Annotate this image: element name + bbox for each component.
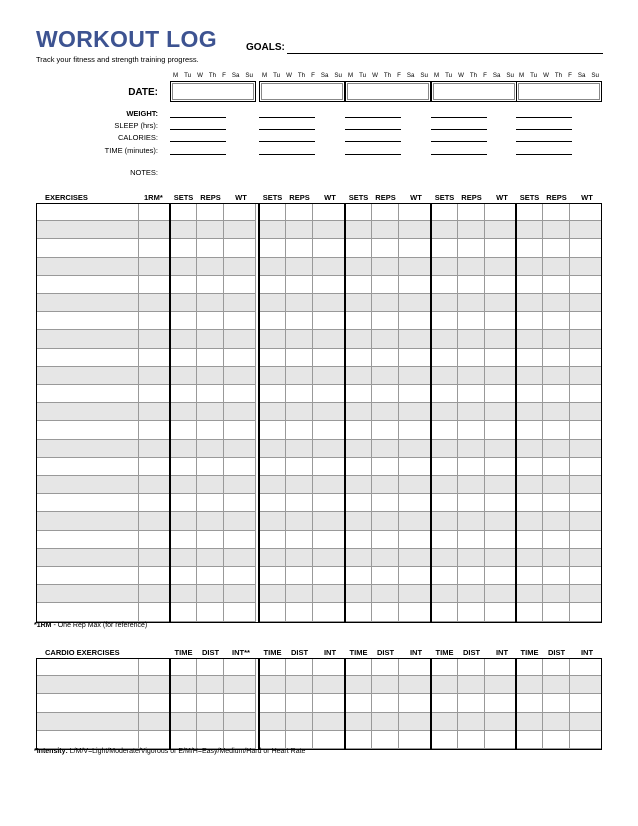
day-label: W	[197, 72, 203, 79]
metric-field[interactable]	[431, 129, 487, 130]
column-header: TIME	[263, 648, 282, 657]
column-header: SETS	[348, 193, 369, 202]
group-separator	[258, 658, 260, 750]
exercise-column-header: CARDIO EXERCISES	[45, 648, 120, 657]
metric-field[interactable]	[345, 154, 401, 155]
metric-field[interactable]	[431, 154, 487, 155]
metric-field[interactable]	[170, 129, 226, 130]
goals-label: GOALS:	[246, 42, 285, 53]
metric-field[interactable]	[170, 154, 226, 155]
day-label: Su	[591, 72, 599, 79]
group-separator	[515, 203, 517, 623]
column-header: INT	[495, 648, 509, 657]
day-label: Su	[420, 72, 428, 79]
metric-label: TIME (minutes):	[104, 146, 158, 155]
day-label: M	[347, 72, 354, 79]
column-header: DIST	[547, 648, 566, 657]
day-label: W	[286, 72, 292, 79]
column-header: TIME	[435, 648, 454, 657]
day-label: Tu	[530, 72, 538, 79]
column-header: SETS	[434, 193, 455, 202]
column-header: SETS	[519, 193, 540, 202]
date-label: DATE:	[128, 87, 158, 98]
onerm-column-header: 1RM*	[144, 193, 163, 202]
date-field[interactable]	[345, 81, 431, 102]
day-label: Th	[297, 72, 306, 79]
column-header: INT	[409, 648, 423, 657]
group-separator	[430, 203, 432, 623]
column-header: DIST	[201, 648, 220, 657]
column-header: REPS	[200, 193, 221, 202]
day-label: F	[222, 72, 226, 79]
metric-field[interactable]	[516, 154, 572, 155]
day-labels	[259, 72, 345, 79]
day-labels	[345, 72, 431, 79]
column-header: WT	[496, 193, 508, 202]
column-header: DIST	[462, 648, 481, 657]
group-separator	[344, 658, 346, 750]
day-label: Tu	[184, 72, 192, 79]
group-separator	[515, 658, 517, 750]
day-label: W	[543, 72, 549, 79]
day-label: W	[372, 72, 378, 79]
metric-field[interactable]	[170, 117, 226, 118]
group-separator	[430, 658, 432, 750]
column-header: TIME	[520, 648, 539, 657]
metric-label: CALORIES:	[117, 133, 158, 142]
day-label: Su	[334, 72, 342, 79]
day-label: Th	[469, 72, 478, 79]
group-separator	[258, 203, 260, 623]
day-label: Sa	[492, 72, 501, 79]
column-header: TIME	[174, 648, 193, 657]
metric-field[interactable]	[516, 117, 572, 118]
day-label: F	[311, 72, 315, 79]
group-separator	[344, 203, 346, 623]
strength-footnote	[34, 622, 147, 629]
day-labels	[170, 72, 256, 79]
date-field[interactable]	[431, 81, 517, 102]
group-separator	[169, 203, 171, 623]
column-header: DIST	[290, 648, 309, 657]
group-separator	[169, 658, 171, 750]
day-label: M	[172, 72, 179, 79]
table-border	[36, 658, 602, 750]
day-label: F	[397, 72, 401, 79]
metric-field[interactable]	[516, 129, 572, 130]
footnote-marker: *Intensity:	[34, 748, 68, 755]
notes-label: NOTES:	[130, 168, 158, 177]
metric-field[interactable]	[170, 141, 226, 142]
column-header: SETS	[262, 193, 283, 202]
day-label: Tu	[359, 72, 367, 79]
day-label: M	[518, 72, 525, 79]
page-title: WORKOUT LOG	[36, 26, 217, 52]
exercise-column-header: EXERCISES	[45, 193, 88, 202]
metric-field[interactable]	[259, 154, 315, 155]
day-label: Th	[554, 72, 563, 79]
day-label: M	[433, 72, 440, 79]
column-header: WT	[324, 193, 336, 202]
metric-field[interactable]	[516, 141, 572, 142]
footnote-marker: *1RM	[34, 622, 52, 629]
column-header: INT	[580, 648, 594, 657]
metric-field[interactable]	[431, 117, 487, 118]
day-label: Th	[208, 72, 217, 79]
column-header: REPS	[461, 193, 482, 202]
day-label: F	[483, 72, 487, 79]
footnote-text: L/M/V=Light/Moderate/Vigorous or E/M/H=Easy/Medium/Hard or Heart Rate	[67, 748, 306, 755]
day-label: Su	[506, 72, 514, 79]
day-label: Th	[383, 72, 392, 79]
column-header: DIST	[376, 648, 395, 657]
column-header: REPS	[546, 193, 567, 202]
column-header: WT	[581, 193, 593, 202]
day-label: Sa	[320, 72, 329, 79]
date-field[interactable]	[516, 81, 602, 102]
metric-field[interactable]	[259, 129, 315, 130]
date-field[interactable]	[259, 81, 345, 102]
day-label: W	[458, 72, 464, 79]
metric-field[interactable]	[431, 141, 487, 142]
day-label: Sa	[577, 72, 586, 79]
day-label: Sa	[231, 72, 240, 79]
footnote-text: - One Rep Max (for reference)	[51, 622, 148, 629]
metric-label: WEIGHT:	[126, 109, 158, 118]
day-labels	[516, 72, 602, 79]
column-header: INT**	[232, 648, 250, 657]
metric-field[interactable]	[259, 141, 315, 142]
column-header: SETS	[173, 193, 194, 202]
page-subtitle: Track your fitness and strength training progress.	[36, 55, 199, 64]
day-label: F	[568, 72, 572, 79]
date-field[interactable]	[170, 81, 256, 102]
cardio-footnote	[34, 748, 305, 755]
metric-label: SLEEP (hrs):	[114, 121, 158, 130]
metric-field[interactable]	[345, 129, 401, 130]
column-header: WT	[235, 193, 247, 202]
day-label: Tu	[273, 72, 281, 79]
column-header: REPS	[375, 193, 396, 202]
metric-field[interactable]	[345, 117, 401, 118]
metric-field[interactable]	[345, 141, 401, 142]
metric-field[interactable]	[259, 117, 315, 118]
column-header: TIME	[349, 648, 368, 657]
goals-field[interactable]	[287, 53, 603, 54]
table-border	[36, 203, 602, 623]
day-label: Tu	[445, 72, 453, 79]
column-header: REPS	[289, 193, 310, 202]
column-header: INT	[323, 648, 337, 657]
day-labels	[431, 72, 517, 79]
day-label: M	[261, 72, 268, 79]
day-label: Sa	[406, 72, 415, 79]
column-header: WT	[410, 193, 422, 202]
day-label: Su	[245, 72, 253, 79]
